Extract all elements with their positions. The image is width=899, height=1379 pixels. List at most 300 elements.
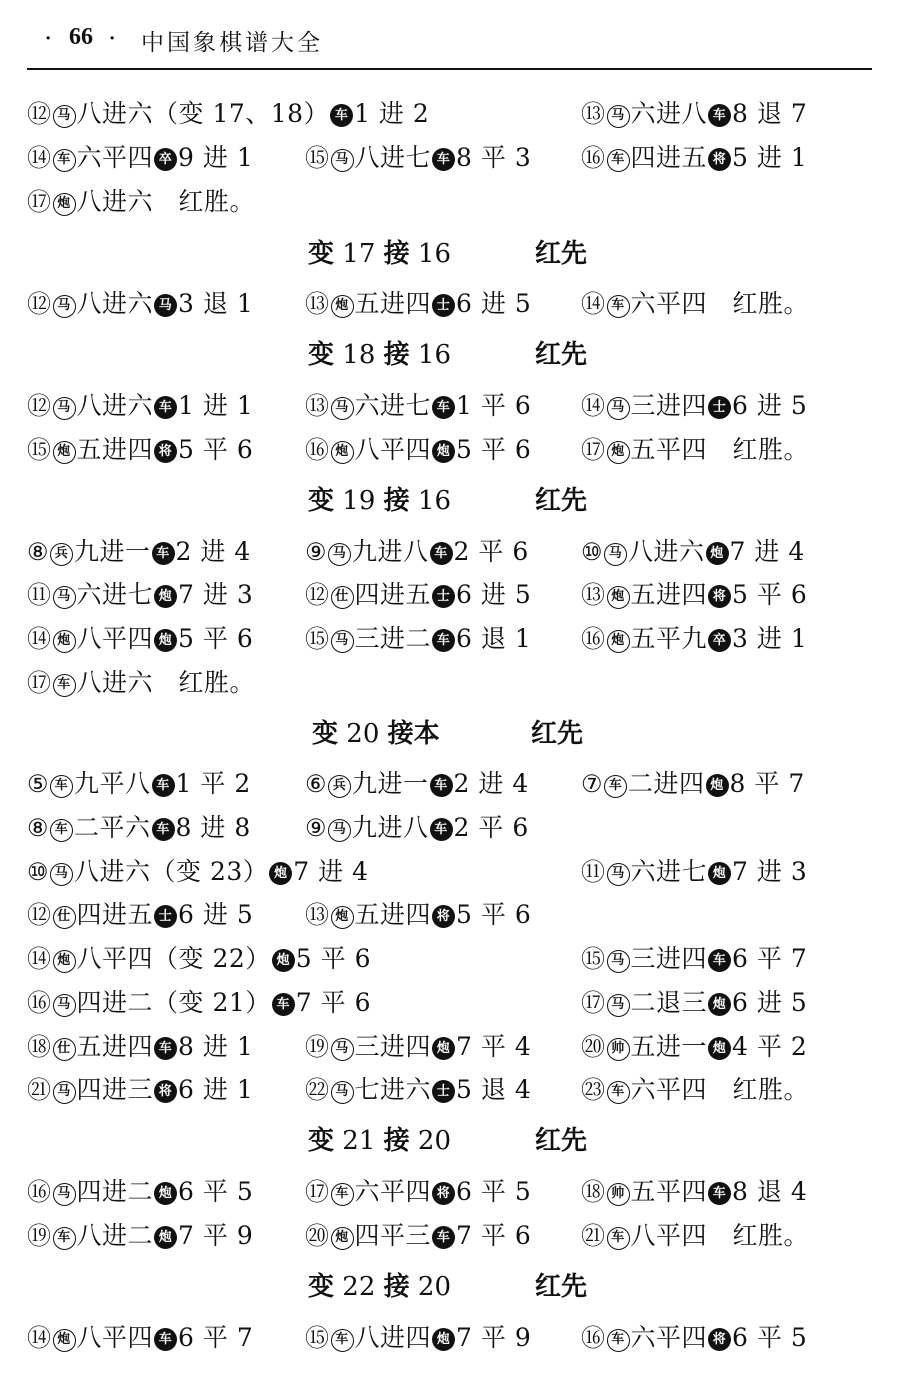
red-move-text: 五进四 (76, 435, 154, 464)
move-number: ⑰ (581, 436, 606, 464)
black-move-text: 7 平 4 (456, 1032, 532, 1061)
variation-label: 变 (308, 1126, 335, 1156)
red-piece-icon: 车 (607, 1227, 630, 1250)
move-row (27, 577, 872, 613)
first-mover-label: 红先 (535, 1126, 588, 1156)
red-move-text: 九进八 (352, 537, 429, 566)
move-entry (581, 941, 807, 977)
move-entry (27, 1072, 253, 1108)
black-piece-icon: 车 (432, 148, 455, 171)
red-move-text: 五进四 (76, 1032, 154, 1061)
black-piece-icon: 将 (154, 440, 177, 463)
black-move-text: 6 平 5 (178, 1177, 254, 1206)
move-row (27, 941, 872, 977)
black-piece-icon: 炮 (708, 1037, 731, 1060)
first-mover-label: 红先 (535, 486, 588, 516)
black-piece-icon: 车 (430, 818, 453, 841)
move-number: ⑫ (27, 290, 52, 318)
red-move-text: 六进七 (76, 580, 154, 609)
black-piece-icon: 炮 (432, 440, 455, 463)
black-move-text: 7 进 3 (732, 857, 808, 886)
move-entry (581, 1072, 809, 1108)
move-row (27, 96, 872, 132)
book-title: 中国象棋谱大全 (141, 30, 323, 56)
red-move-text: 八平四 (76, 1323, 154, 1352)
red-piece-icon: 车 (607, 1081, 630, 1104)
black-piece-icon: 车 (432, 1226, 455, 1249)
red-piece-icon: 炮 (53, 950, 76, 973)
first-mover-label: 红先 (535, 239, 588, 269)
move-entry (27, 1218, 253, 1254)
move-entry (305, 534, 529, 570)
black-move-text: 6 平 7 (732, 944, 808, 973)
move-entry (305, 1320, 531, 1356)
red-move-text: 四平三 (354, 1221, 432, 1250)
black-piece-icon: 车 (152, 818, 175, 841)
red-piece-icon: 炮 (607, 630, 630, 653)
black-piece-icon: 马 (154, 294, 177, 317)
black-piece-icon: 士 (154, 905, 177, 928)
move-entry (27, 1029, 253, 1065)
red-move-text: 四进三 (76, 1075, 154, 1104)
red-move-text: 八进六 (76, 289, 154, 318)
move-entry (581, 621, 807, 657)
red-move-text: 九进一 (74, 537, 151, 566)
move-row (27, 854, 872, 890)
red-piece-icon: 炮 (53, 441, 76, 464)
red-piece-icon: 车 (604, 775, 627, 798)
move-number: ㉓ (581, 1076, 606, 1104)
black-move-text: 6 退 1 (456, 624, 532, 653)
black-move-text: 2 平 6 (453, 813, 529, 842)
red-piece-icon: 马 (331, 630, 354, 653)
move-entry (305, 286, 531, 322)
move-number: ⑬ (581, 581, 606, 609)
red-move-text: 九进八 (352, 813, 429, 842)
move-row (27, 1320, 872, 1356)
variation-number: 20 (338, 719, 388, 749)
move-entry (27, 1320, 253, 1356)
red-move-text: 六进八 (630, 99, 708, 128)
black-piece-icon: 炮 (432, 1328, 455, 1351)
black-move-text: 7 平 9 (178, 1221, 254, 1250)
move-number: ⑭ (581, 392, 606, 420)
red-piece-icon: 兵 (50, 543, 73, 566)
move-row (27, 140, 872, 176)
move-entry (581, 1174, 807, 1210)
first-mover-label: 红先 (535, 1272, 588, 1302)
black-move-text: 7 平 6 (456, 1221, 532, 1250)
black-piece-icon: 将 (708, 148, 731, 171)
move-number: ⑬ (305, 392, 330, 420)
red-piece-icon: 马 (604, 543, 627, 566)
move-number: ⑮ (305, 625, 330, 653)
move-number: ⑲ (27, 1222, 52, 1250)
variation-source-number: 16 (409, 486, 452, 516)
move-number: ⑯ (305, 436, 330, 464)
move-number: ㉑ (27, 1076, 52, 1104)
red-piece-icon: 炮 (53, 1329, 76, 1352)
red-move-text: 六平四 红胜。 (630, 1075, 810, 1104)
red-move-text: 七进六 (354, 1075, 432, 1104)
move-entry (305, 140, 531, 176)
red-move-text: 五平四 红胜。 (630, 435, 810, 464)
red-piece-icon: 马 (50, 863, 73, 886)
black-piece-icon: 车 (272, 993, 295, 1016)
move-number: ⑩ (581, 538, 604, 566)
black-move-text: 2 进 4 (175, 537, 251, 566)
red-piece-icon: 炮 (53, 193, 76, 216)
move-number: ⑮ (581, 945, 606, 973)
black-move-text: 7 进 4 (293, 857, 369, 886)
move-row (27, 1174, 872, 1210)
move-entry (305, 1174, 531, 1210)
variation-connector: 接 (383, 340, 410, 370)
variation-source-number: 16 (409, 239, 452, 269)
red-move-text: 四进五 (630, 143, 708, 172)
black-piece-icon: 炮 (154, 585, 177, 608)
red-piece-icon: 马 (607, 950, 630, 973)
red-move-text: 八平四（变 22） (76, 944, 271, 973)
variation-source-number: 20 (409, 1126, 452, 1156)
move-row (27, 184, 872, 220)
black-piece-icon: 将 (154, 1080, 177, 1103)
first-mover-label: 红先 (531, 719, 584, 749)
black-move-text: 8 退 7 (732, 99, 808, 128)
red-move-text: 九平八 (74, 769, 151, 798)
red-piece-icon: 马 (328, 543, 351, 566)
black-piece-icon: 炮 (708, 993, 731, 1016)
variation-label: 变 (308, 340, 335, 370)
move-entry (305, 810, 529, 846)
black-move-text: 3 退 1 (178, 289, 254, 318)
move-number: ⑳ (305, 1222, 330, 1250)
red-move-text: 六平四 (76, 143, 154, 172)
red-piece-icon: 车 (50, 775, 73, 798)
move-number: ⑤ (27, 770, 50, 798)
black-move-text: 1 平 2 (175, 769, 251, 798)
black-move-text: 5 平 6 (456, 900, 532, 929)
move-number: ⑱ (581, 1178, 606, 1206)
red-move-text: 五进四 (354, 900, 432, 929)
black-move-text: 7 进 4 (729, 537, 805, 566)
move-row (27, 810, 872, 846)
red-move-text: 四进二（变 21） (76, 988, 271, 1017)
red-piece-icon: 车 (607, 295, 630, 318)
black-move-text: 6 平 5 (732, 1323, 808, 1352)
move-number: ⑥ (305, 770, 328, 798)
move-number: ⑯ (27, 1178, 52, 1206)
red-piece-icon: 兵 (328, 775, 351, 798)
red-move-text: 五平四 (630, 1177, 708, 1206)
black-move-text: 6 进 5 (732, 988, 808, 1017)
variation-number: 18 (334, 340, 384, 370)
black-move-text: 7 平 9 (456, 1323, 532, 1352)
move-number: ⑫ (27, 392, 52, 420)
black-move-text: 5 平 6 (456, 435, 532, 464)
red-piece-icon: 马 (328, 819, 351, 842)
red-piece-icon: 马 (607, 397, 630, 420)
black-piece-icon: 车 (154, 1037, 177, 1060)
red-piece-icon: 马 (331, 1081, 354, 1104)
move-entry (27, 534, 251, 570)
move-row (27, 432, 872, 468)
move-number: ⑲ (305, 1033, 330, 1061)
variation-label: 变 (308, 1272, 335, 1302)
variation-heading (308, 1123, 451, 1159)
move-entry (27, 432, 253, 468)
black-piece-icon: 车 (430, 542, 453, 565)
move-number: ⑪ (27, 581, 52, 609)
move-entry (581, 766, 805, 802)
red-piece-icon: 马 (607, 105, 630, 128)
move-entry (305, 577, 531, 613)
red-piece-icon: 马 (53, 105, 76, 128)
red-piece-icon: 车 (331, 1183, 354, 1206)
red-move-text: 九进一 (352, 769, 429, 798)
red-move-text: 八平四 (76, 624, 154, 653)
black-piece-icon: 将 (432, 905, 455, 928)
red-move-text: 八进四 (354, 1323, 432, 1352)
move-number: ⑭ (27, 625, 52, 653)
move-entry (27, 96, 429, 132)
move-number: ⑰ (581, 989, 606, 1017)
move-number: ⑬ (305, 901, 330, 929)
move-entry (581, 1218, 809, 1254)
move-row (27, 897, 872, 933)
move-entry (305, 621, 531, 657)
red-move-text: 三进四 (630, 944, 708, 973)
red-move-text: 二进四 (628, 769, 705, 798)
red-piece-icon: 马 (331, 149, 354, 172)
red-move-text: 八平四 红胜。 (630, 1221, 810, 1250)
move-entry (27, 665, 255, 701)
red-move-text: 八进六 (76, 391, 154, 420)
page-header (27, 18, 872, 70)
move-entry (581, 1320, 807, 1356)
black-move-text: 6 进 5 (456, 289, 532, 318)
variation-heading (308, 337, 451, 373)
black-piece-icon: 车 (708, 949, 731, 972)
red-move-text: 八进六 红胜。 (76, 668, 256, 697)
move-number: ⑫ (27, 901, 52, 929)
move-number: ⑫ (27, 100, 52, 128)
red-piece-icon: 炮 (331, 906, 354, 929)
move-row (27, 985, 872, 1021)
variation-number: 21 (334, 1126, 384, 1156)
move-number: ⑰ (305, 1178, 330, 1206)
move-number: ⑫ (305, 581, 330, 609)
variation-connector: 接 (383, 486, 410, 516)
black-move-text: 8 平 7 (729, 769, 805, 798)
move-number: ⑯ (581, 144, 606, 172)
black-piece-icon: 车 (432, 396, 455, 419)
black-piece-icon: 炮 (708, 862, 731, 885)
header-dot-left: · (45, 28, 52, 49)
red-piece-icon: 马 (53, 1081, 76, 1104)
move-number: ⑩ (27, 858, 50, 886)
black-move-text: 8 退 4 (732, 1177, 808, 1206)
variation-number: 19 (334, 486, 384, 516)
black-piece-icon: 车 (708, 104, 731, 127)
black-piece-icon: 炮 (154, 1182, 177, 1205)
black-move-text: 5 进 1 (732, 143, 808, 172)
black-piece-icon: 炮 (154, 1226, 177, 1249)
variation-connector: 接 (383, 239, 410, 269)
black-move-text: 4 平 2 (732, 1032, 808, 1061)
variation-connector: 接 (383, 1126, 410, 1156)
red-move-text: 二退三 (630, 988, 708, 1017)
variation-connector: 接 (383, 1272, 410, 1302)
variation-heading (308, 483, 451, 519)
black-piece-icon: 车 (154, 1328, 177, 1351)
red-move-text: 五平九 (630, 624, 708, 653)
black-move-text: 6 进 5 (178, 900, 254, 929)
red-piece-icon: 车 (53, 1227, 76, 1250)
black-move-text: 9 进 1 (178, 143, 254, 172)
red-move-text: 八平四 (354, 435, 432, 464)
move-number: ⑧ (27, 814, 50, 842)
red-piece-icon: 仕 (331, 586, 354, 609)
variation-connector: 接本 (387, 719, 440, 749)
move-entry (581, 854, 807, 890)
black-piece-icon: 炮 (154, 629, 177, 652)
move-number: ⑬ (581, 100, 606, 128)
red-move-text: 八进六（变 17、18） (76, 99, 330, 128)
move-number: ⑮ (305, 144, 330, 172)
black-move-text: 8 平 3 (456, 143, 532, 172)
move-number: ⑨ (305, 814, 328, 842)
black-piece-icon: 士 (708, 396, 731, 419)
move-number: ⑯ (581, 625, 606, 653)
move-entry (305, 1072, 531, 1108)
red-piece-icon: 帅 (607, 1038, 630, 1061)
black-move-text: 8 进 8 (175, 813, 251, 842)
move-number: ⑦ (581, 770, 604, 798)
black-move-text: 5 平 6 (732, 580, 808, 609)
move-number: ⑭ (581, 290, 606, 318)
red-move-text: 八进六 红胜。 (76, 187, 256, 216)
red-move-text: 四进五 (354, 580, 432, 609)
move-entry (581, 140, 807, 176)
variation-source-number: 20 (409, 1272, 452, 1302)
red-move-text: 三进二 (354, 624, 432, 653)
move-number: ⑯ (27, 989, 52, 1017)
red-piece-icon: 马 (53, 1183, 76, 1206)
black-move-text: 5 平 6 (178, 435, 254, 464)
move-entry (27, 140, 253, 176)
red-piece-icon: 炮 (331, 295, 354, 318)
black-move-text: 5 退 4 (456, 1075, 532, 1104)
move-row (27, 665, 872, 701)
red-move-text: 八进六 (628, 537, 705, 566)
red-move-text: 六平四 (630, 1323, 708, 1352)
move-number: ⑪ (581, 858, 606, 886)
move-entry (305, 1029, 531, 1065)
red-piece-icon: 车 (607, 149, 630, 172)
move-entry (581, 286, 809, 322)
move-entry (305, 1218, 531, 1254)
red-piece-icon: 马 (53, 586, 76, 609)
red-move-text: 五进一 (630, 1032, 708, 1061)
black-piece-icon: 将 (708, 1328, 731, 1351)
move-number: ⑭ (27, 945, 52, 973)
page-number: 66 (69, 24, 93, 50)
variation-label: 变 (308, 239, 335, 269)
move-entry (27, 286, 253, 322)
black-piece-icon: 车 (430, 774, 453, 797)
header-dot-right: · (109, 28, 116, 49)
red-move-text: 四进二 (76, 1177, 154, 1206)
red-piece-icon: 车 (607, 1329, 630, 1352)
black-piece-icon: 炮 (269, 862, 292, 885)
variation-number: 22 (334, 1272, 384, 1302)
variation-label: 变 (308, 486, 335, 516)
move-entry (27, 388, 253, 424)
black-move-text: 6 进 1 (178, 1075, 254, 1104)
red-piece-icon: 炮 (331, 1227, 354, 1250)
red-move-text: 三进四 (630, 391, 708, 420)
black-move-text: 2 平 6 (453, 537, 529, 566)
black-move-text: 2 进 4 (453, 769, 529, 798)
variation-heading (312, 716, 440, 752)
red-piece-icon: 车 (331, 1329, 354, 1352)
red-piece-icon: 马 (53, 295, 76, 318)
move-number: ⑬ (305, 290, 330, 318)
black-move-text: 5 平 6 (178, 624, 254, 653)
red-piece-icon: 车 (53, 674, 76, 697)
move-entry (305, 897, 531, 933)
move-entry (581, 985, 807, 1021)
red-piece-icon: 马 (53, 397, 76, 420)
red-move-text: 六平四 红胜。 (630, 289, 810, 318)
black-piece-icon: 炮 (432, 1037, 455, 1060)
red-piece-icon: 车 (50, 819, 73, 842)
red-piece-icon: 马 (331, 1038, 354, 1061)
red-move-text: 三进四 (354, 1032, 432, 1061)
variation-label: 变 (312, 719, 339, 749)
black-move-text: 6 进 5 (732, 391, 808, 420)
move-entry (581, 577, 807, 613)
red-move-text: 四进五 (76, 900, 154, 929)
move-number: ⑨ (305, 538, 328, 566)
black-piece-icon: 士 (432, 294, 455, 317)
black-piece-icon: 炮 (706, 542, 729, 565)
move-entry (581, 432, 809, 468)
move-number: ⑳ (581, 1033, 606, 1061)
move-entry (27, 766, 251, 802)
black-move-text: 1 进 1 (178, 391, 254, 420)
black-piece-icon: 卒 (708, 629, 731, 652)
move-row (27, 286, 872, 322)
move-row (27, 621, 872, 657)
move-entry (27, 897, 253, 933)
black-move-text: 7 进 3 (178, 580, 254, 609)
red-move-text: 八进六（变 23） (74, 857, 269, 886)
black-piece-icon: 车 (708, 1182, 731, 1205)
red-piece-icon: 炮 (607, 441, 630, 464)
black-piece-icon: 将 (708, 585, 731, 608)
variation-heading (308, 236, 451, 272)
move-number: ⑭ (27, 1324, 52, 1352)
red-piece-icon: 马 (607, 863, 630, 886)
black-piece-icon: 卒 (154, 148, 177, 171)
black-move-text: 6 平 7 (178, 1323, 254, 1352)
black-piece-icon: 炮 (272, 949, 295, 972)
move-number: ㉒ (305, 1076, 330, 1104)
red-move-text: 六进七 (630, 857, 708, 886)
first-mover-label: 红先 (535, 340, 588, 370)
